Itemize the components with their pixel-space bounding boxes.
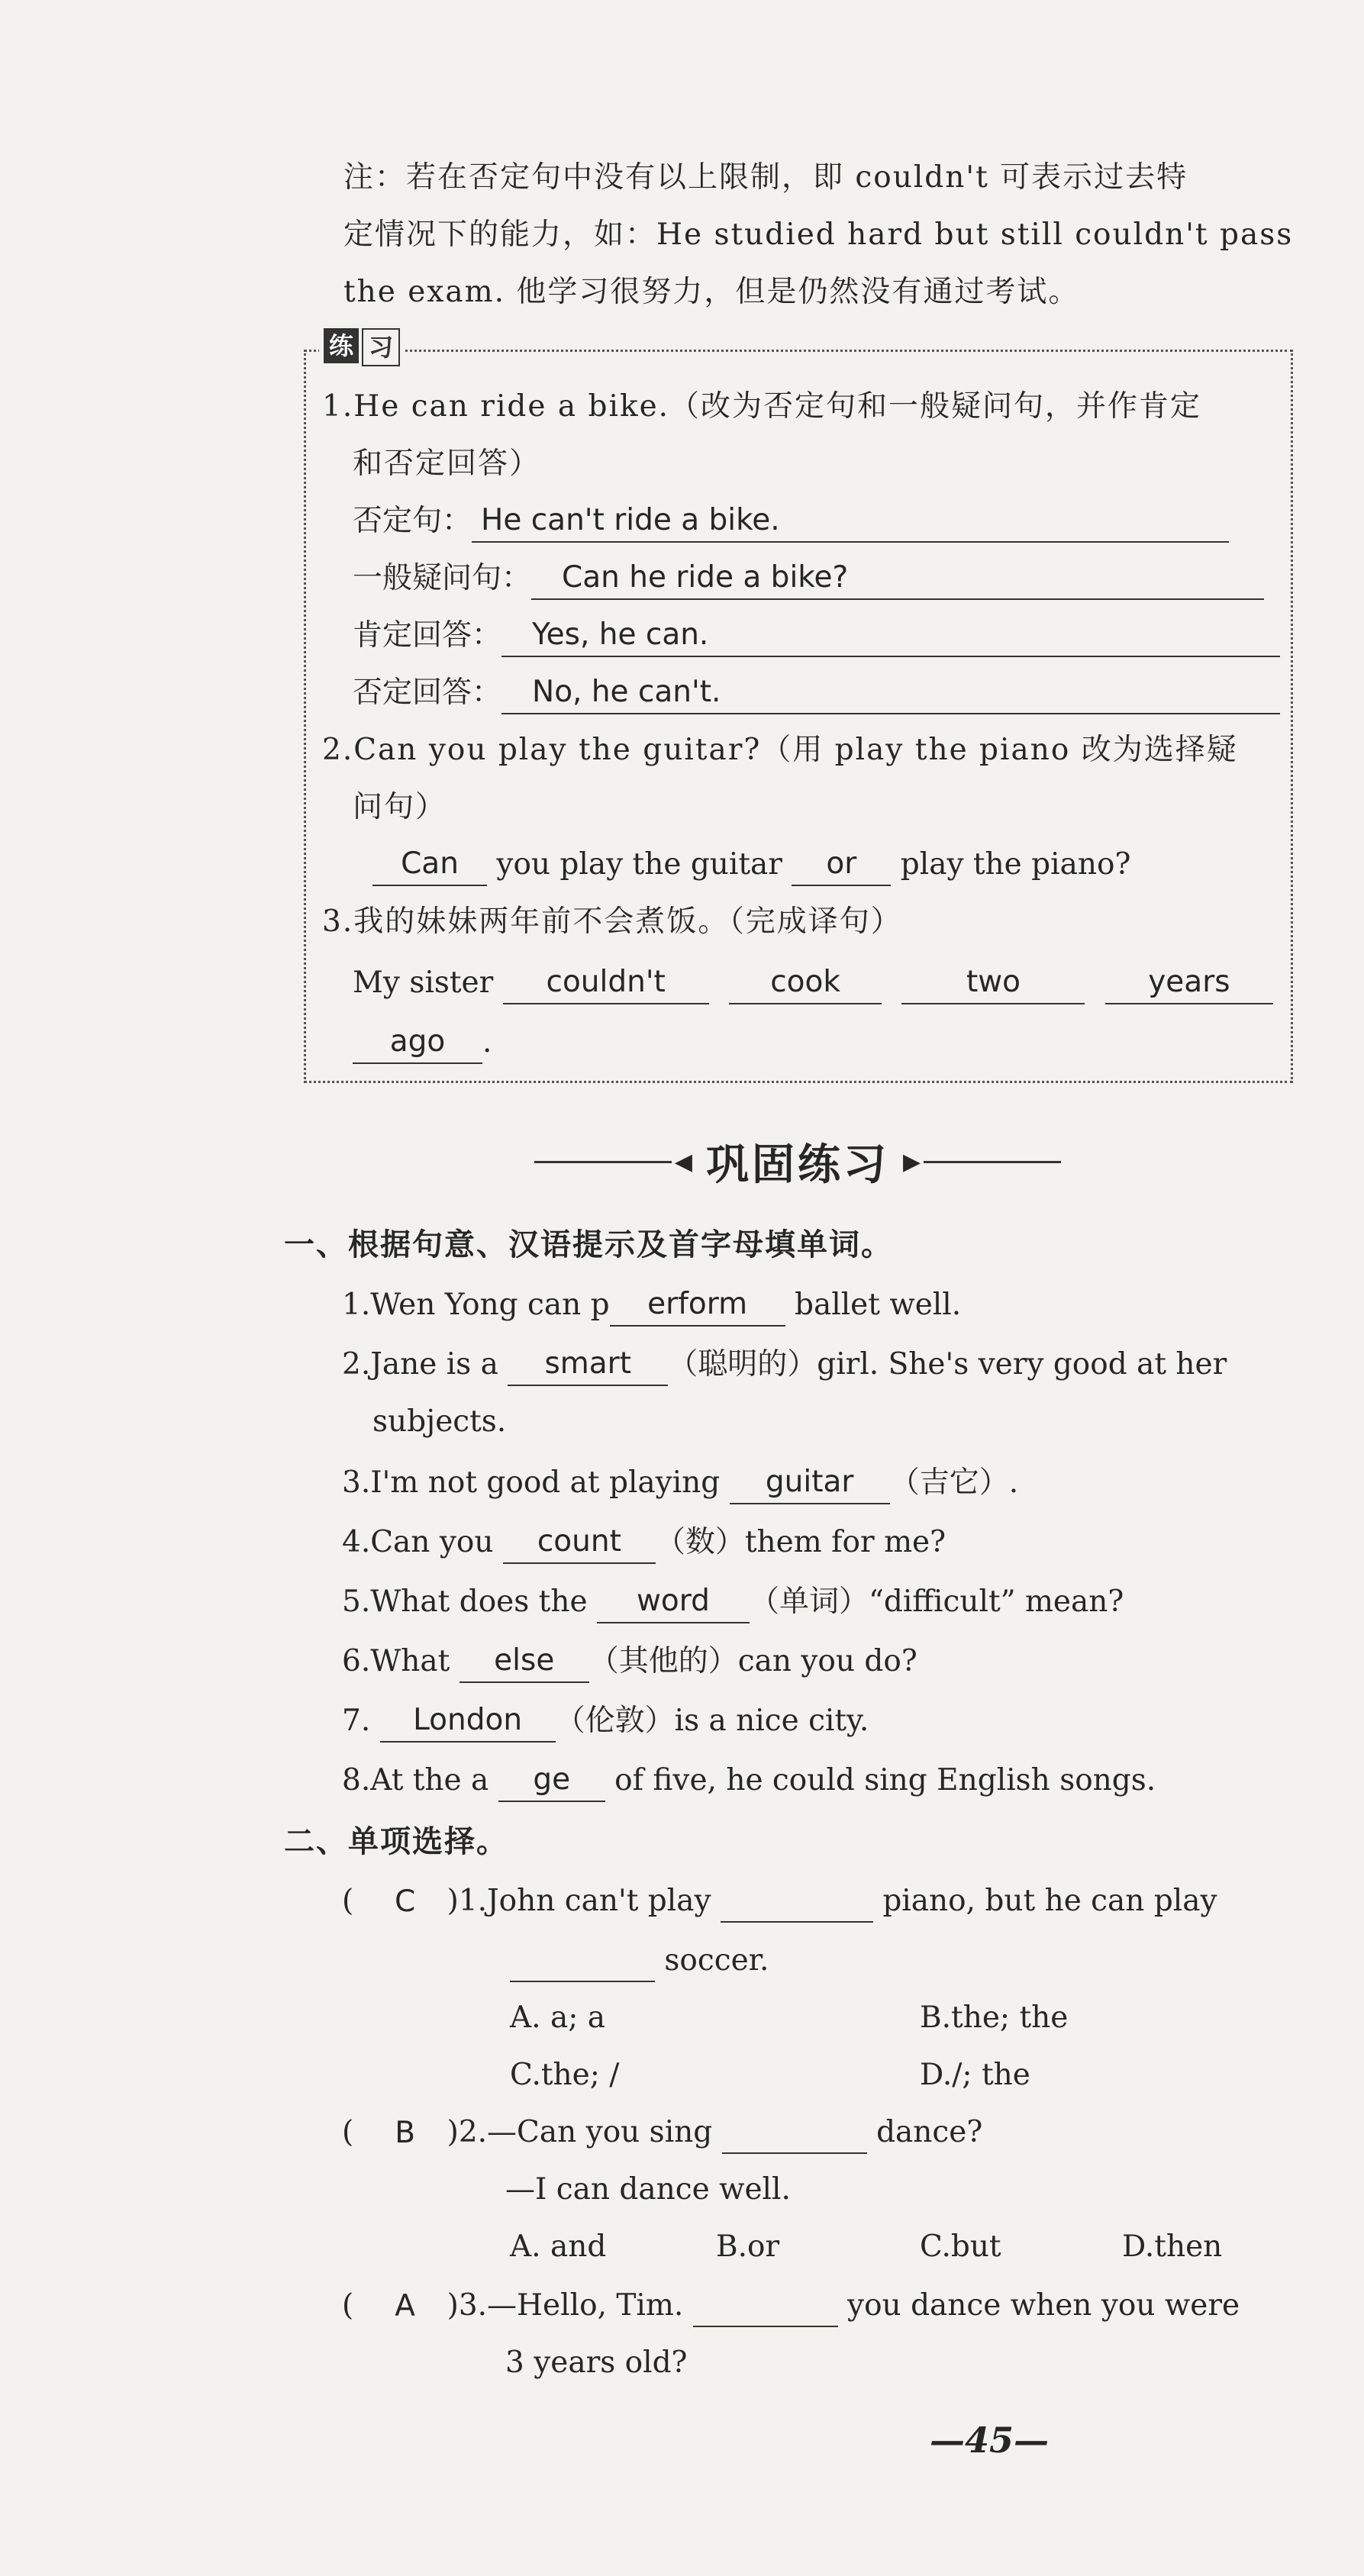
part1-item-4-pre: 4.Can you xyxy=(342,1525,494,1559)
note-line-1: 注：若在否定句中没有以上限制，即 couldn't 可表示过去特 xyxy=(343,160,1188,195)
part1-item-7-answer: London xyxy=(380,1700,556,1743)
part1-heading: 一、根据句意、汉语提示及首字母填单词。 xyxy=(284,1227,893,1262)
negative-sentence-answer: He can't ride a bike. xyxy=(472,500,1229,543)
practice-q3-blank-4: years xyxy=(1105,962,1273,1004)
part1-item-1-pre: 1.Wen Yong can p xyxy=(342,1288,610,1322)
part1-item-8-pre: 8.At the a xyxy=(342,1763,489,1797)
part1-item-4-answer: count xyxy=(503,1521,656,1564)
part2-heading: 二、单项选择。 xyxy=(284,1824,508,1859)
part2-q2-option-b: B.or xyxy=(716,2229,780,2264)
part2-q2-post: dance? xyxy=(876,2115,983,2149)
positive-reply-row xyxy=(353,614,1280,657)
part1-item-4 xyxy=(342,1521,946,1564)
part1-item-6-pre: 6.What xyxy=(342,1644,450,1678)
practice-q3-blank-2: cook xyxy=(729,962,882,1004)
practice-tag-char-1: 练 xyxy=(324,328,359,363)
part1-item-6-answer: else xyxy=(460,1640,589,1683)
part1-item-7-post: （伦敦）is a nice city. xyxy=(555,1704,869,1738)
practice-q2-blank-1: Can xyxy=(372,843,487,886)
part1-item-3 xyxy=(342,1462,1018,1504)
part2-q1-option-c: C.the; / xyxy=(510,2058,620,2092)
part2-q2-answer: B xyxy=(395,2116,415,2150)
part2-q1-line-2 xyxy=(510,1939,769,1982)
part2-q1-answer: C xyxy=(395,1884,416,1919)
practice-tag-char-2: 习 xyxy=(362,328,400,366)
part2-q3-line-2: 3 years old? xyxy=(505,2345,688,2380)
part2-q2-blank xyxy=(722,2119,867,2154)
negative-sentence-label: 否定句： xyxy=(353,504,472,538)
page-number: —45— xyxy=(930,2420,1050,2461)
practice-q3-prefix: My sister xyxy=(353,966,494,1000)
practice-q1-line-1: 1.He can ride a bike.（改为否定句和一般疑问句，并作肯定 xyxy=(322,389,1202,424)
part2-q2-option-c: C.but xyxy=(920,2229,1001,2264)
practice-q3-line-1: 3.我的妹妹两年前不会煮饭。（完成译句） xyxy=(322,904,902,939)
part1-item-5-pre: 5.What does the xyxy=(342,1585,588,1619)
general-question-answer: Can he ride a bike? xyxy=(531,557,1264,600)
practice-q3-blank-3: two xyxy=(901,962,1085,1004)
part1-item-2 xyxy=(342,1343,1227,1386)
part2-q3-answer: A xyxy=(395,2289,415,2323)
practice-q3-answer-row-2 xyxy=(353,1021,492,1064)
part2-q1-blank-1 xyxy=(721,1888,873,1923)
practice-q2-blank-2: or xyxy=(792,843,891,886)
part1-item-3-pre: 3.I'm not good at playing xyxy=(342,1465,721,1500)
practice-tag xyxy=(319,328,405,366)
part2-q2-option-a: A. and xyxy=(510,2229,607,2264)
part1-item-4-post: （数）them for me? xyxy=(655,1525,946,1559)
part2-q2-open-paren: ( xyxy=(342,2115,354,2149)
part1-item-7 xyxy=(342,1700,869,1743)
practice-q3-answer-row xyxy=(353,962,1273,1004)
practice-q3-period: . xyxy=(482,1025,492,1059)
positive-reply-label: 肯定回答： xyxy=(353,618,502,653)
part2-q1-option-b: B.the; the xyxy=(920,2001,1069,2035)
part2-q1-line2-post: soccer. xyxy=(664,1943,769,1978)
note-line-2: 定情况下的能力，如：He studied hard but still couldn't pass xyxy=(343,218,1294,252)
part2-q1-post: piano, but he can play xyxy=(882,1884,1217,1918)
note-line-3: the exam. 他学习很努力，但是仍然没有通过考试。 xyxy=(343,275,1080,309)
practice-q3-blank-1: couldn't xyxy=(503,962,709,1004)
section-title: 巩固练习 xyxy=(706,1140,889,1190)
part1-item-6-post: （其他的）can you do? xyxy=(588,1644,917,1678)
part2-q3-blank xyxy=(693,2292,838,2327)
section-title-left-rule xyxy=(534,1161,672,1163)
negative-reply-answer: No, he can't. xyxy=(501,672,1280,714)
part1-item-8 xyxy=(342,1759,1156,1802)
negative-reply-label: 否定回答： xyxy=(353,675,502,710)
part1-item-3-post: （吉它）. xyxy=(889,1465,1019,1500)
section-title-banner xyxy=(534,1131,1061,1192)
part2-q3-line-1 xyxy=(342,2284,1240,2327)
practice-q3-blank-5: ago xyxy=(353,1021,482,1064)
practice-q2-answer-row xyxy=(372,843,1130,886)
part1-item-6 xyxy=(342,1640,917,1683)
practice-q2-text-2: play the piano? xyxy=(900,847,1131,882)
part1-item-1-answer: erform xyxy=(610,1284,785,1327)
right-triangle-icon: ▶ xyxy=(903,1148,921,1175)
part1-item-8-answer: ge xyxy=(498,1759,605,1802)
part1-item-2-answer: smart xyxy=(508,1343,668,1386)
practice-q2-line-2: 问句） xyxy=(353,790,447,824)
general-question-row xyxy=(353,557,1264,600)
part1-item-5-answer: word xyxy=(597,1581,750,1623)
part1-item-5 xyxy=(342,1581,1124,1623)
part2-q1-option-d: D./; the xyxy=(920,2058,1030,2092)
part2-q1-line-1 xyxy=(342,1880,1217,1923)
part1-item-2-post: （聪明的）girl. She's very good at her xyxy=(668,1347,1227,1381)
part2-q1-open-paren: ( xyxy=(342,1884,354,1918)
part2-q2-line-2: —I can dance well. xyxy=(505,2172,791,2207)
practice-q2-text-1: you play the guitar xyxy=(496,847,782,882)
practice-q2-line-1: 2.Can you play the guitar?（用 play the piano 改为选择疑 xyxy=(322,733,1238,767)
general-question-label: 一般疑问句： xyxy=(353,561,532,595)
left-triangle-icon: ◀ xyxy=(674,1148,692,1175)
part1-item-3-answer: guitar xyxy=(730,1462,890,1504)
section-title-right-rule xyxy=(924,1161,1061,1163)
part1-item-2-pre: 2.Jane is a xyxy=(342,1347,498,1381)
part2-q3-pre: )3.—Hello, Tim. xyxy=(447,2288,684,2323)
part1-item-7-pre: 7. xyxy=(342,1704,371,1738)
part2-q1-blank-2 xyxy=(510,1947,655,1982)
practice-q1-line-2: 和否定回答） xyxy=(353,447,541,481)
part2-q2-line-1 xyxy=(342,2111,982,2154)
part2-q2-pre: )2.—Can you sing xyxy=(447,2115,713,2149)
part2-q3-post: you dance when you were xyxy=(847,2288,1240,2323)
part2-q2-option-d: D.then xyxy=(1122,2229,1223,2264)
part1-item-8-post: of five, he could sing English songs. xyxy=(614,1763,1156,1797)
part1-item-5-post: （单词）“difficult” mean? xyxy=(749,1585,1124,1619)
part1-item-1 xyxy=(342,1284,961,1327)
part2-q1-option-a: A. a; a xyxy=(510,2001,605,2035)
negative-reply-row xyxy=(353,672,1280,714)
part1-item-1-post: ballet well. xyxy=(795,1288,962,1322)
part1-item-2-continued: subjects. xyxy=(372,1404,507,1439)
part2-q1-pre: )1.John can't play xyxy=(447,1884,711,1918)
negative-sentence-row xyxy=(353,500,1229,543)
positive-reply-answer: Yes, he can. xyxy=(501,614,1280,657)
part2-q3-open-paren: ( xyxy=(342,2288,354,2323)
